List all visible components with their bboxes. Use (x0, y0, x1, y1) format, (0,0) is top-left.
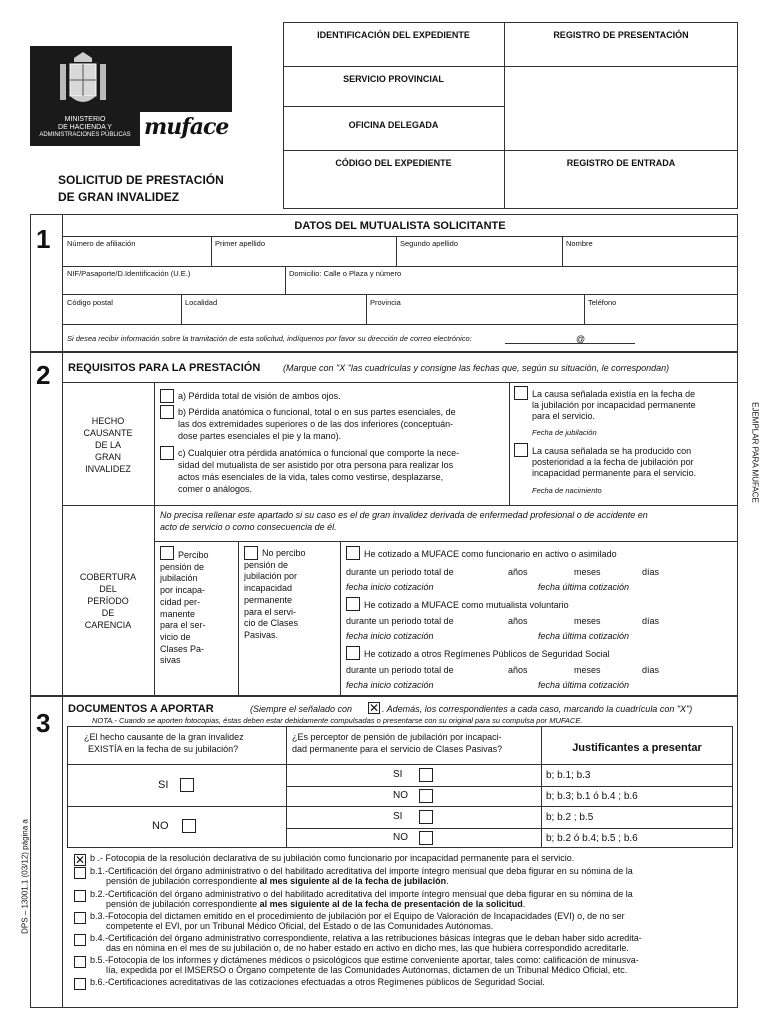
doc-b5-text: b.5.-Fotocopia de los informes y dictámenes médicos o psicológicos que estime conveniente aportar, tales como: calificación de minusva- (90, 955, 639, 965)
periodo-label-2: durante un periodo total de (346, 616, 454, 626)
coat-of-arms-icon (56, 50, 111, 112)
option-c-line2: sidad del mutualista de ser asistido por otra persona para realizar los (178, 460, 454, 470)
ministry-name-2: DE HACIENDA Y (58, 124, 112, 131)
doc-b3-text-2: competente el EVI, por un Tribunal Médico Oficial, del Estado o de las Comunidades Autónomas. (106, 921, 494, 931)
fecha-inicio-1[interactable]: fecha inicio cotización (346, 582, 434, 592)
registry-panel (283, 22, 738, 209)
cotizado-otros-checkbox[interactable] (346, 646, 360, 660)
option-b-line3: dose partes esenciales el pie y la mano). (178, 431, 342, 441)
percibo-line-2: pensión de (160, 561, 205, 572)
causa-posterior-line1: La causa señalada se ha producido con (532, 446, 692, 456)
percibo-checkbox[interactable] (160, 546, 174, 560)
meses-label-2[interactable]: meses (574, 616, 601, 626)
dias-label-1[interactable]: días (642, 567, 660, 577)
causa-posterior-line3: incapacidad permanente para el servicio. (532, 468, 697, 478)
section-1-title: DATOS DEL MUTUALISTA SOLICITANTE (294, 220, 506, 232)
muface-logo: muface (144, 114, 229, 140)
no-percibo-line-3: jubilación por (244, 571, 298, 582)
option-b-checkbox[interactable] (160, 405, 174, 419)
causa-posterior-line2: posterioridad a la fecha de jubilación por (532, 457, 694, 467)
option-c-checkbox[interactable] (160, 446, 174, 460)
fecha-inicio-3[interactable]: fecha inicio cotización (346, 680, 434, 690)
percibo-line-4: por incapa- (160, 585, 206, 596)
justificante-2: b; b.3; b.1 ó b.4 ; b.6 (546, 791, 638, 802)
percibo-line-3: jubilación (160, 573, 198, 584)
percibo-line-9: Clases Pa- (160, 643, 205, 654)
doc-b2-text: b.2.-Certificación del órgano administrativo o del habilitado acreditativa del importe íntegro mensual que deba figurar en su nómina de la (90, 889, 633, 899)
no-percibo-line-6: para el servi- (244, 606, 297, 617)
dias-label-3[interactable]: días (642, 665, 660, 675)
cotizado-activo-label: He cotizado a MUFACE como funcionario en activo o asimilado (364, 549, 617, 559)
doc-b4-text-2: das en nómina en el mes de su jubilación o, de no haber estado en activo en dicho mes, las que hubiera correspondido acreditarle. (106, 943, 629, 953)
servicio-provincial-label: SERVICIO PROVINCIAL (343, 74, 444, 84)
perceptor-si-1-checkbox[interactable] (419, 768, 433, 782)
no-percibo-line-7: cio de Clases (244, 618, 299, 629)
perceptor-no-1-label: NO (393, 790, 408, 801)
causa-existia-line3: para el servicio. (532, 411, 596, 421)
percibo-line-6: manente (160, 608, 196, 619)
justificante-3: b; b.2 ; b.5 (546, 812, 594, 823)
periodo-label-1: durante un periodo total de (346, 567, 454, 577)
id-expediente-label: IDENTIFICACIÓN DEL EXPEDIENTE (317, 30, 470, 40)
cobertura-label-5: CARENCIA (84, 620, 132, 630)
doc-b2-text-2: pensión de jubilación correspondiente al mes siguiente al de la fecha de presentación de la solicitud. (106, 899, 526, 909)
q2-line1: ¿Es perceptor de pensión de jubilación por incapaci- (292, 732, 502, 742)
cobertura-label-2: DEL (99, 584, 117, 594)
email-info-text: Si desea recibir información sobre la tramitación de esta solicitud, indíquenos por favor su dirección de correo electrónico: (67, 334, 472, 343)
perceptor-si-2-checkbox[interactable] (419, 810, 433, 824)
percibo-line-7: para el ser- (160, 620, 206, 631)
doc-b5-text-2: lía, expedida por el IMSERSO o Órgano competente de las Comunidades Autónomas, dictamen de un Tribunal Médico Oficial, etc. (106, 965, 628, 975)
no-percibo-line-5: permanente (244, 594, 293, 605)
existia-no-checkbox[interactable] (182, 819, 196, 833)
existia-si-checkbox[interactable] (180, 778, 194, 792)
existia-si-label: SI (158, 779, 169, 791)
ministry-name-3: ADMINISTRACIONES PÚBLICAS (39, 132, 131, 138)
doc-b1-checkbox[interactable] (74, 867, 86, 879)
cobertura-note-1: No precisa rellenar este apartado si su caso es el de gran invalidez derivada de enfermedad profesional o de accidente en (160, 510, 648, 520)
section-2-subtitle: (Marque con "X "las cuadrículas y consigne las fechas que, según su situación, le correspondan) (283, 363, 670, 373)
section-2-number: 2 (36, 360, 51, 390)
doc-b1-text-2: pensión de jubilación correspondiente al mes siguiente al de la fecha de jubilación. (106, 876, 449, 886)
cotizado-voluntario-label: He cotizado a MUFACE como mutualista voluntario (364, 600, 569, 610)
meses-label-1[interactable]: meses (574, 567, 601, 577)
hecho-label-5: INVALIDEZ (85, 464, 131, 474)
perceptor-si-2-label: SI (393, 811, 403, 822)
option-c-line1: c) Cualquier otra pérdida anatómica o funcional que comporte la nece- (178, 448, 460, 458)
section-3-title: DOCUMENTOS A APORTAR (68, 703, 214, 715)
percibo-line-10: sivas (160, 655, 181, 666)
cobertura-label-1: COBERTURA (79, 572, 137, 582)
fecha-nacimiento-field[interactable]: Fecha de nacimiento (532, 486, 602, 495)
doc-b-checkbox (74, 854, 86, 866)
section-3-number: 3 (36, 708, 51, 738)
no-percibo-line-1: No percibo (262, 548, 306, 558)
option-a-checkbox[interactable] (160, 389, 174, 403)
doc-b-text: b .- Fotocopia de la resolución declarativa de su jubilación como funcionario por incapacidad permanente para el servicio. (90, 853, 575, 863)
option-a-label: a) Pérdida total de visión de ambos ojos. (178, 391, 341, 401)
ministry-name-1: MINISTERIO (64, 116, 106, 123)
no-percibo-checkbox[interactable] (244, 546, 258, 560)
perceptor-no-2-checkbox[interactable] (419, 831, 433, 845)
percibo-line-1: Percibo (178, 550, 209, 560)
cotizado-voluntario-checkbox[interactable] (346, 597, 360, 611)
email-field[interactable] (505, 343, 635, 344)
provincia-field[interactable]: Provincia (370, 298, 401, 307)
section-3-subtitle-b: . Además, los correspondientes a cada caso, marcando la cuadrícula con "X") (382, 704, 693, 714)
q1-line1: ¿El hecho causante de la gran invalidez (84, 732, 244, 742)
doc-b5-checkbox[interactable] (74, 956, 86, 968)
dias-label-2[interactable]: días (642, 616, 660, 626)
justificantes-header: Justificantes a presentar (572, 742, 702, 754)
anos-label-2[interactable]: años (508, 616, 528, 626)
fecha-inicio-2[interactable]: fecha inicio cotización (346, 631, 434, 641)
side-ejemplar: EJEMPLAR PARA MUFACE (750, 402, 760, 503)
causa-existia-line2: la jubilación por incapacidad permanente (532, 400, 696, 410)
no-percibo-line-2: pensión de (244, 559, 289, 570)
existia-no-label: NO (152, 820, 169, 832)
cobertura-note-2: acto de servicio o como consecuencia de él. (160, 522, 337, 532)
email-at: @ (576, 334, 586, 344)
codigo-expediente-label: CÓDIGO DEL EXPEDIENTE (335, 158, 452, 168)
section-1-frame (30, 214, 738, 352)
section-3-nota: NOTA.- Cuando se aporten fotocopias, éstas deben estar debidamente compulsadas o presentarse con su original para su compulsa por MUFACE. (92, 716, 583, 725)
no-percibo-line-4: incapacidad (244, 583, 293, 594)
doc-b1-text: b.1.-Certificación del órgano administrativo o del habilitado acreditativa del importe íntegro mensual que deba figurar en su nómina de la (90, 866, 633, 876)
fecha-ultima-3[interactable]: fecha última cotización (538, 680, 630, 690)
always-checked-icon (368, 702, 380, 714)
no-percibo-line-8: Pasivas. (244, 629, 279, 640)
cobertura-label-3: PERÍODO (87, 596, 129, 606)
anos-label-3[interactable]: años (508, 665, 528, 675)
percibo-line-8: vicio de (160, 631, 191, 642)
form-title-1: SOLICITUD DE PRESTACIÓN (58, 173, 224, 187)
fecha-jubilacion-field[interactable]: Fecha de jubilación (532, 428, 597, 437)
telefono-field[interactable]: Teléfono (588, 298, 617, 307)
doc-b6-checkbox[interactable] (74, 978, 86, 990)
cotizado-otros-label: He cotizado a otros Regímenes Públicos de Seguridad Social (364, 649, 610, 659)
section-3-subtitle-a: (Siempre el señalado con (250, 704, 353, 714)
hecho-label-3: DE LA (94, 440, 121, 450)
cobertura-label-4: DE (101, 608, 115, 618)
perceptor-no-1-checkbox[interactable] (419, 789, 433, 803)
primer-apellido-field[interactable]: Primer apellido (215, 239, 266, 248)
localidad-field[interactable]: Localidad (185, 298, 218, 307)
segundo-apellido-field[interactable]: Segundo apellido (400, 239, 458, 248)
nombre-field[interactable]: Nombre (566, 239, 593, 248)
option-b-line1: b) Pérdida anatómica o funcional, total o en sus partes esenciales, de (178, 407, 456, 417)
option-b-line2: las dos extremidades superiores o de las dos inferiores (conceptuán- (178, 419, 454, 429)
hecho-label-1: HECHO (91, 416, 125, 426)
q1-line2: EXISTÍA en la fecha de su jubilación? (88, 744, 239, 754)
q2-line2: dad permanente para el servicio de Clases Pasivas? (292, 744, 503, 754)
justificante-1: b; b.1; b.3 (546, 770, 591, 781)
perceptor-si-1-label: SI (393, 769, 403, 780)
percibo-line-5: cidad per- (160, 596, 201, 607)
fecha-ultima-1[interactable]: fecha última cotización (538, 582, 630, 592)
section-2-title: REQUISITOS PARA LA PRESTACIÓN (68, 362, 261, 374)
registro-entrada-label: REGISTRO DE ENTRADA (566, 158, 676, 168)
oficina-delegada-label: OFICINA DELEGADA (348, 120, 439, 130)
afiliacion-field[interactable]: Número de afiliación (67, 239, 136, 248)
doc-b3-checkbox[interactable] (74, 912, 86, 924)
nif-field[interactable]: NIF/Pasaporte/D.Identificación (U.E.) (67, 269, 191, 278)
justificante-4: b; b.2 ó b.4; b.5 ; b.6 (546, 833, 638, 844)
hecho-label-4: GRAN (94, 452, 121, 462)
codigo-postal-field[interactable]: Código postal (67, 298, 113, 307)
registro-presentacion-label: REGISTRO DE PRESENTACIÓN (553, 30, 689, 40)
causa-existia-checkbox[interactable] (514, 386, 528, 400)
option-c-line4: comer o análogos. (178, 484, 253, 494)
section-1-number: 1 (36, 224, 51, 254)
doc-b4-checkbox[interactable] (74, 934, 86, 946)
doc-b2-checkbox[interactable] (74, 890, 86, 902)
meses-label-3[interactable]: meses (574, 665, 601, 675)
fecha-ultima-2[interactable]: fecha última cotización (538, 631, 630, 641)
form-title-2: DE GRAN INVALIDEZ (58, 190, 180, 204)
causa-existia-line1: La causa señalada existía en la fecha de (532, 389, 696, 399)
cotizado-activo-checkbox[interactable] (346, 546, 360, 560)
option-c-line3: actos más esenciales de la vida, tales como vestirse, desplazarse, (178, 472, 444, 482)
doc-b3-text: b.3.-Fotocopia del dictamen emitido en el procedimiento de jubilación por el Equipo de Valoración de Incapacidades (EVI) o, de no ser (90, 911, 625, 921)
doc-b6-text: b.6.-Certificaciones acreditativas de las cotizaciones efectuadas a otros Regímenes públicos de Seguridad Social. (90, 977, 545, 987)
periodo-label-3: durante un periodo total de (346, 665, 454, 675)
perceptor-no-2-label: NO (393, 832, 408, 843)
side-dps: DPS – 13001.1 (03/12) página a (20, 819, 30, 934)
hecho-label-2: CAUSANTE (83, 428, 133, 438)
anos-label-1[interactable]: años (508, 567, 528, 577)
domicilio-field[interactable]: Domicilio: Calle o Plaza y número (289, 269, 402, 278)
causa-posterior-checkbox[interactable] (514, 443, 528, 457)
doc-b4-text: b.4.-Certificación del órgano administrativo correspondiente, relativa a las retribuciones básicas íntegras que le deban haber sido acredita- (90, 933, 642, 943)
